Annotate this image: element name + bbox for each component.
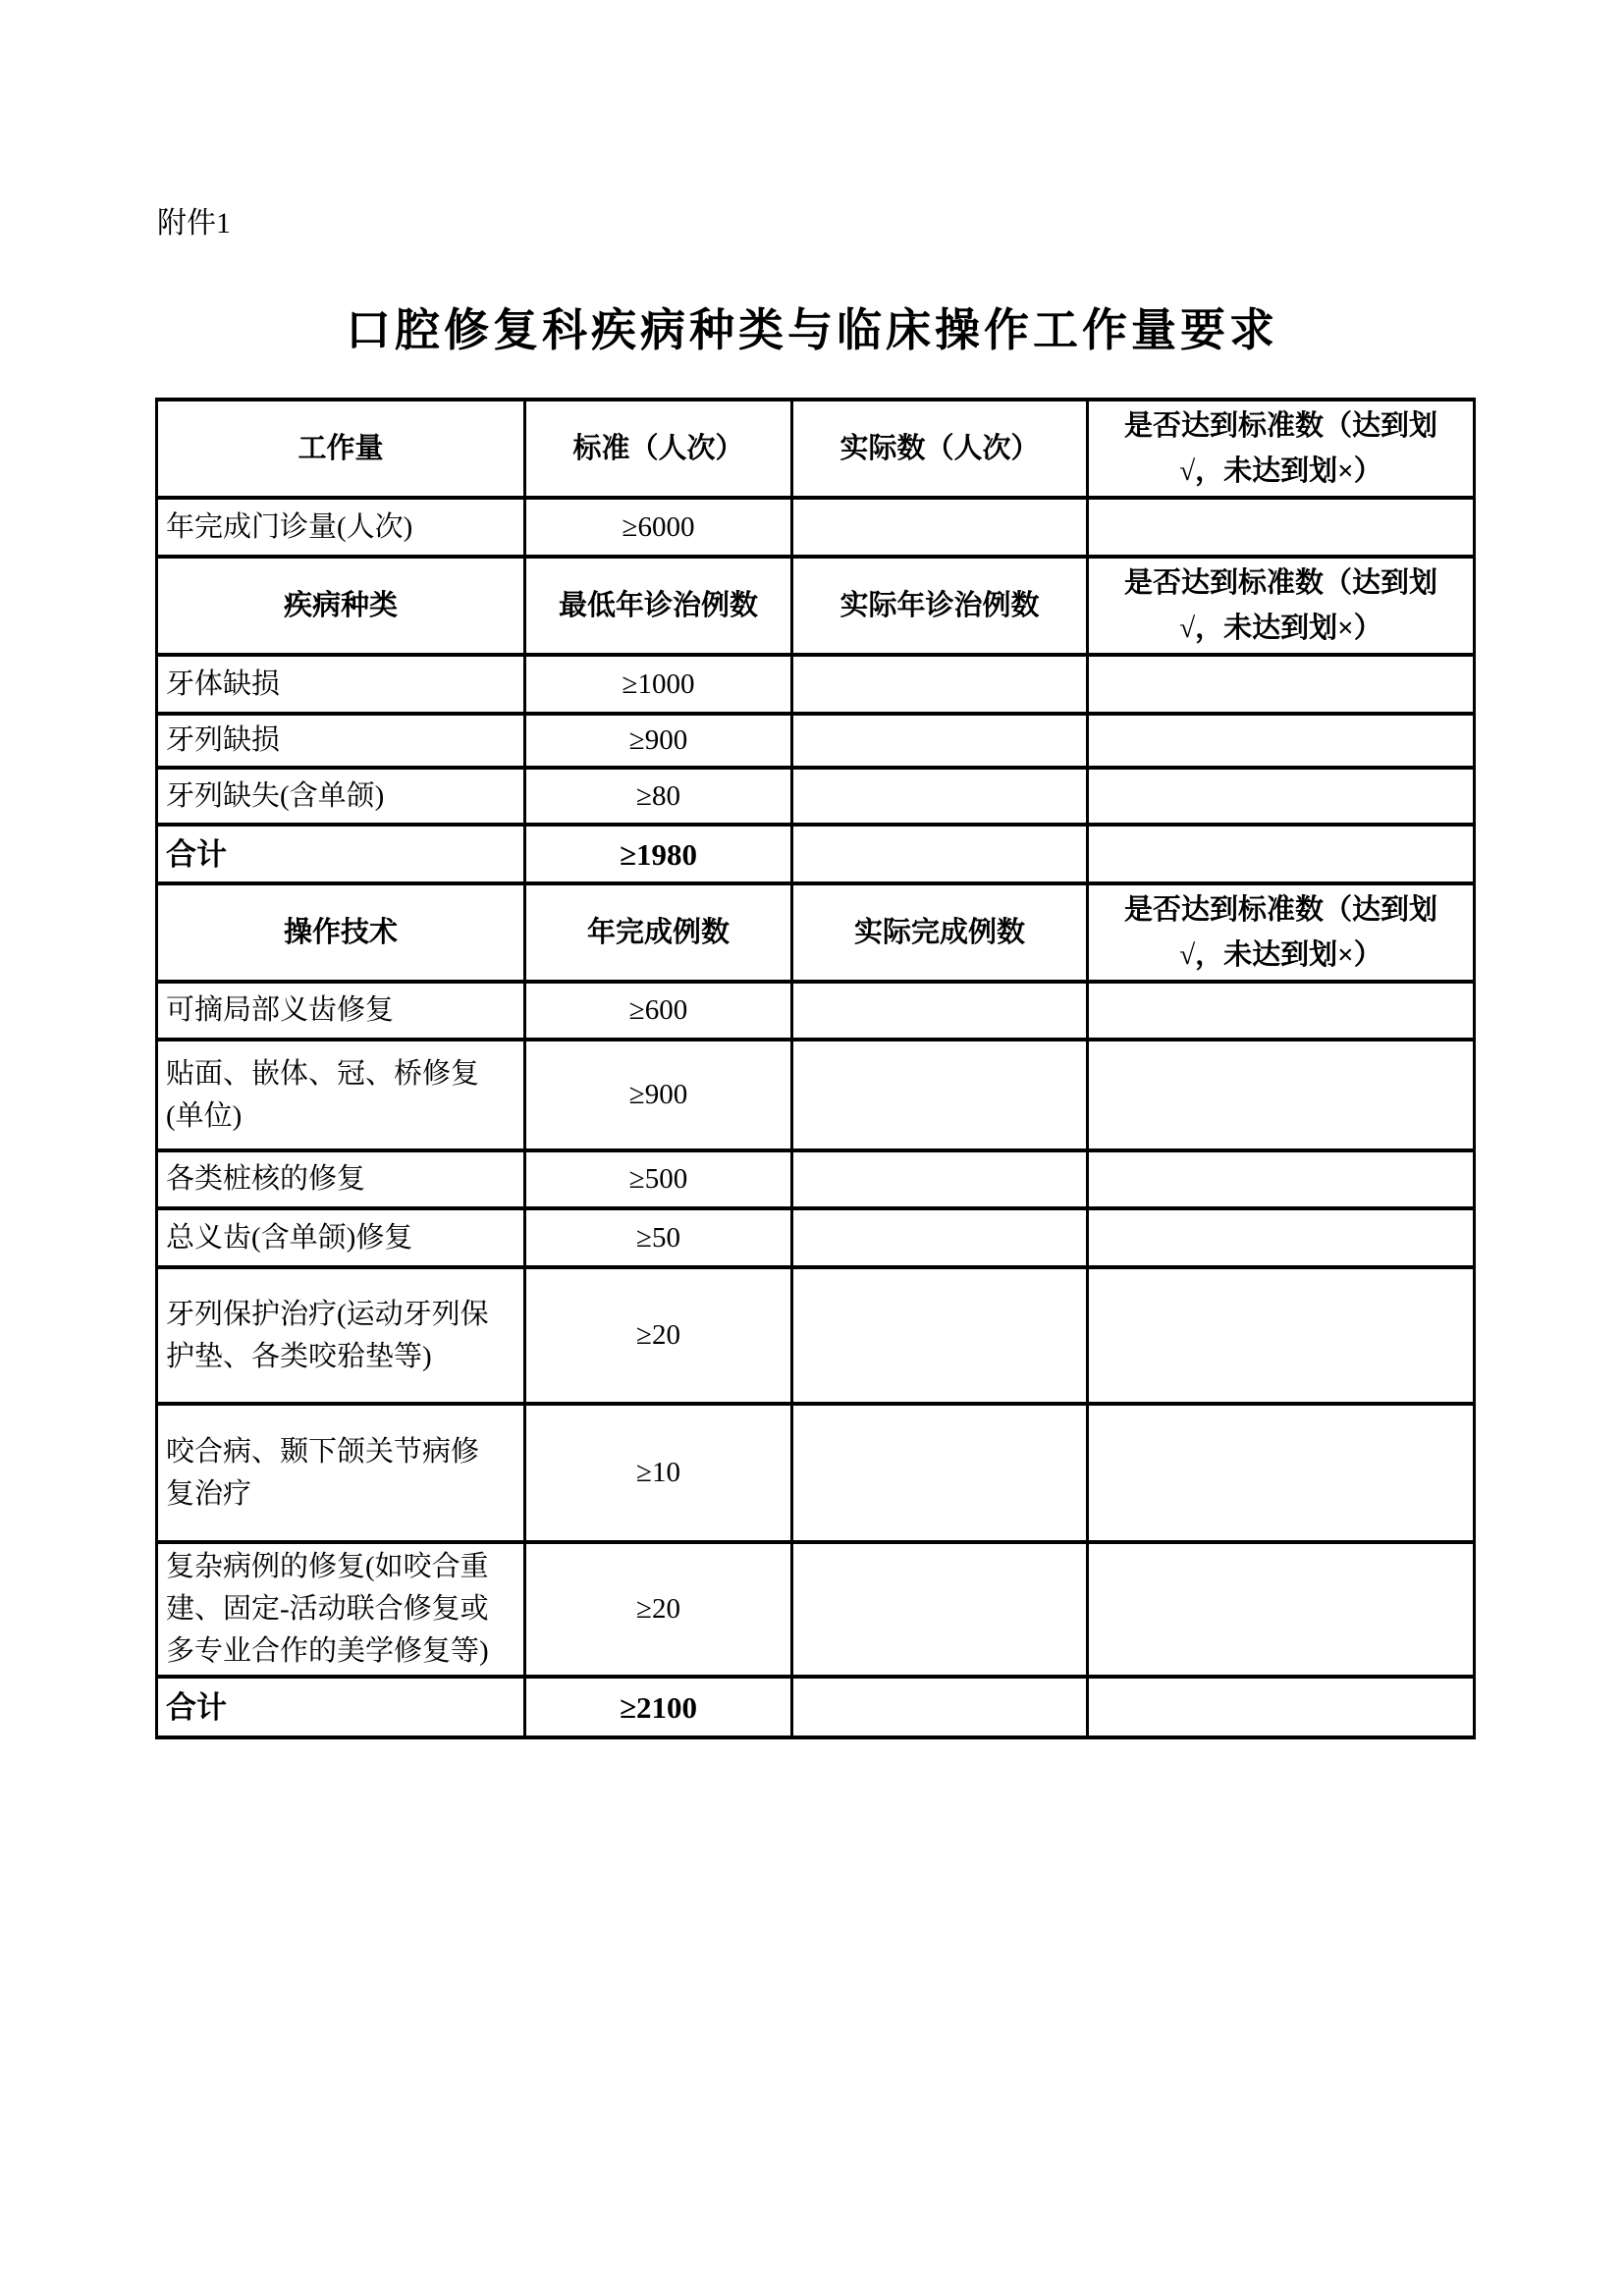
cell-category: 贴面、嵌体、冠、桥修复(单位) (157, 1040, 525, 1150)
cell-met-standard (1088, 1542, 1475, 1677)
cell-met-standard (1088, 1677, 1475, 1737)
table-row (157, 768, 1475, 825)
cell-category: 咬合病、颞下颌关节病修复治疗 (157, 1404, 525, 1542)
table-row (157, 1150, 1475, 1208)
cell-actual-value (792, 655, 1088, 714)
cell-total-value: ≥1980 (525, 825, 792, 883)
cell-actual-value (792, 825, 1088, 883)
cell-actual-value (792, 1150, 1088, 1208)
cell-category: 各类桩核的修复 (157, 1150, 525, 1208)
cell-actual-value (792, 1208, 1088, 1267)
table-row (157, 498, 1475, 557)
column-header-annual-completed-cases: 年完成例数 (525, 883, 792, 982)
cell-total-value: ≥2100 (525, 1677, 792, 1737)
column-header-actual-completed-cases: 实际完成例数 (792, 883, 1088, 982)
column-header-met-standard: 是否达到标准数（达到划√，未达到划×） (1088, 557, 1475, 655)
attachment-label: 附件1 (157, 207, 231, 240)
table-row-total (157, 825, 1475, 883)
cell-met-standard (1088, 498, 1475, 557)
document-title: 口腔修复科疾病种类与临床操作工作量要求 (346, 305, 1278, 355)
cell-met-standard (1088, 1267, 1475, 1404)
table-row (157, 1267, 1475, 1404)
cell-actual-value (792, 1040, 1088, 1150)
cell-standard-value: ≥80 (525, 768, 792, 825)
cell-category: 总义齿(含单颌)修复 (157, 1208, 525, 1267)
cell-met-standard (1088, 714, 1475, 768)
column-header-met-standard: 是否达到标准数（达到划√，未达到划×） (1088, 400, 1475, 498)
table-row (157, 1542, 1475, 1677)
table-row-total (157, 1677, 1475, 1737)
cell-category: 牙列缺失(含单颌) (157, 768, 525, 825)
cell-standard-value: ≥900 (525, 714, 792, 768)
column-header-disease-type: 疾病种类 (157, 557, 525, 655)
column-header-actual: 实际数（人次） (792, 400, 1088, 498)
cell-standard-value: ≥50 (525, 1208, 792, 1267)
table-row (157, 655, 1475, 714)
cell-actual-value (792, 1542, 1088, 1677)
cell-actual-value (792, 982, 1088, 1040)
cell-standard-value: ≥20 (525, 1542, 792, 1677)
cell-met-standard (1088, 1208, 1475, 1267)
cell-actual-value (792, 1404, 1088, 1542)
table-row (157, 557, 1475, 655)
table-row (157, 982, 1475, 1040)
cell-standard-value: ≥1000 (525, 655, 792, 714)
cell-met-standard (1088, 825, 1475, 883)
cell-actual-value (792, 1267, 1088, 1404)
cell-actual-value (792, 1677, 1088, 1737)
table-row (157, 714, 1475, 768)
cell-met-standard (1088, 982, 1475, 1040)
column-header-standard: 标准（人次） (525, 400, 792, 498)
column-header-workload: 工作量 (157, 400, 525, 498)
cell-standard-value: ≥6000 (525, 498, 792, 557)
cell-category: 牙列缺损 (157, 714, 525, 768)
cell-met-standard (1088, 1150, 1475, 1208)
cell-met-standard (1088, 655, 1475, 714)
column-header-min-annual-cases: 最低年诊治例数 (525, 557, 792, 655)
cell-standard-value: ≥20 (525, 1267, 792, 1404)
cell-met-standard (1088, 1040, 1475, 1150)
cell-category: 可摘局部义齿修复 (157, 982, 525, 1040)
column-header-operation-technique: 操作技术 (157, 883, 525, 982)
cell-category: 年完成门诊量(人次) (157, 498, 525, 557)
table-row (157, 883, 1475, 982)
workload-requirements-table (155, 398, 1476, 1739)
cell-standard-value: ≥10 (525, 1404, 792, 1542)
cell-met-standard (1088, 768, 1475, 825)
cell-total-label: 合计 (157, 825, 525, 883)
cell-standard-value: ≥500 (525, 1150, 792, 1208)
table-row (157, 1404, 1475, 1542)
cell-actual-value (792, 714, 1088, 768)
cell-actual-value (792, 498, 1088, 557)
cell-category: 复杂病例的修复(如咬合重建、固定-活动联合修复或多专业合作的美学修复等) (157, 1542, 525, 1677)
cell-total-label: 合计 (157, 1677, 525, 1737)
cell-category: 牙列保护治疗(运动牙列保护垫、各类咬𬌗垫等) (157, 1267, 525, 1404)
column-header-met-standard: 是否达到标准数（达到划√，未达到划×） (1088, 883, 1475, 982)
column-header-actual-annual-cases: 实际年诊治例数 (792, 557, 1088, 655)
cell-met-standard (1088, 1404, 1475, 1542)
table-row (157, 1208, 1475, 1267)
cell-standard-value: ≥900 (525, 1040, 792, 1150)
cell-actual-value (792, 768, 1088, 825)
table-row (157, 400, 1475, 498)
table-row (157, 1040, 1475, 1150)
cell-standard-value: ≥600 (525, 982, 792, 1040)
cell-category: 牙体缺损 (157, 655, 525, 714)
